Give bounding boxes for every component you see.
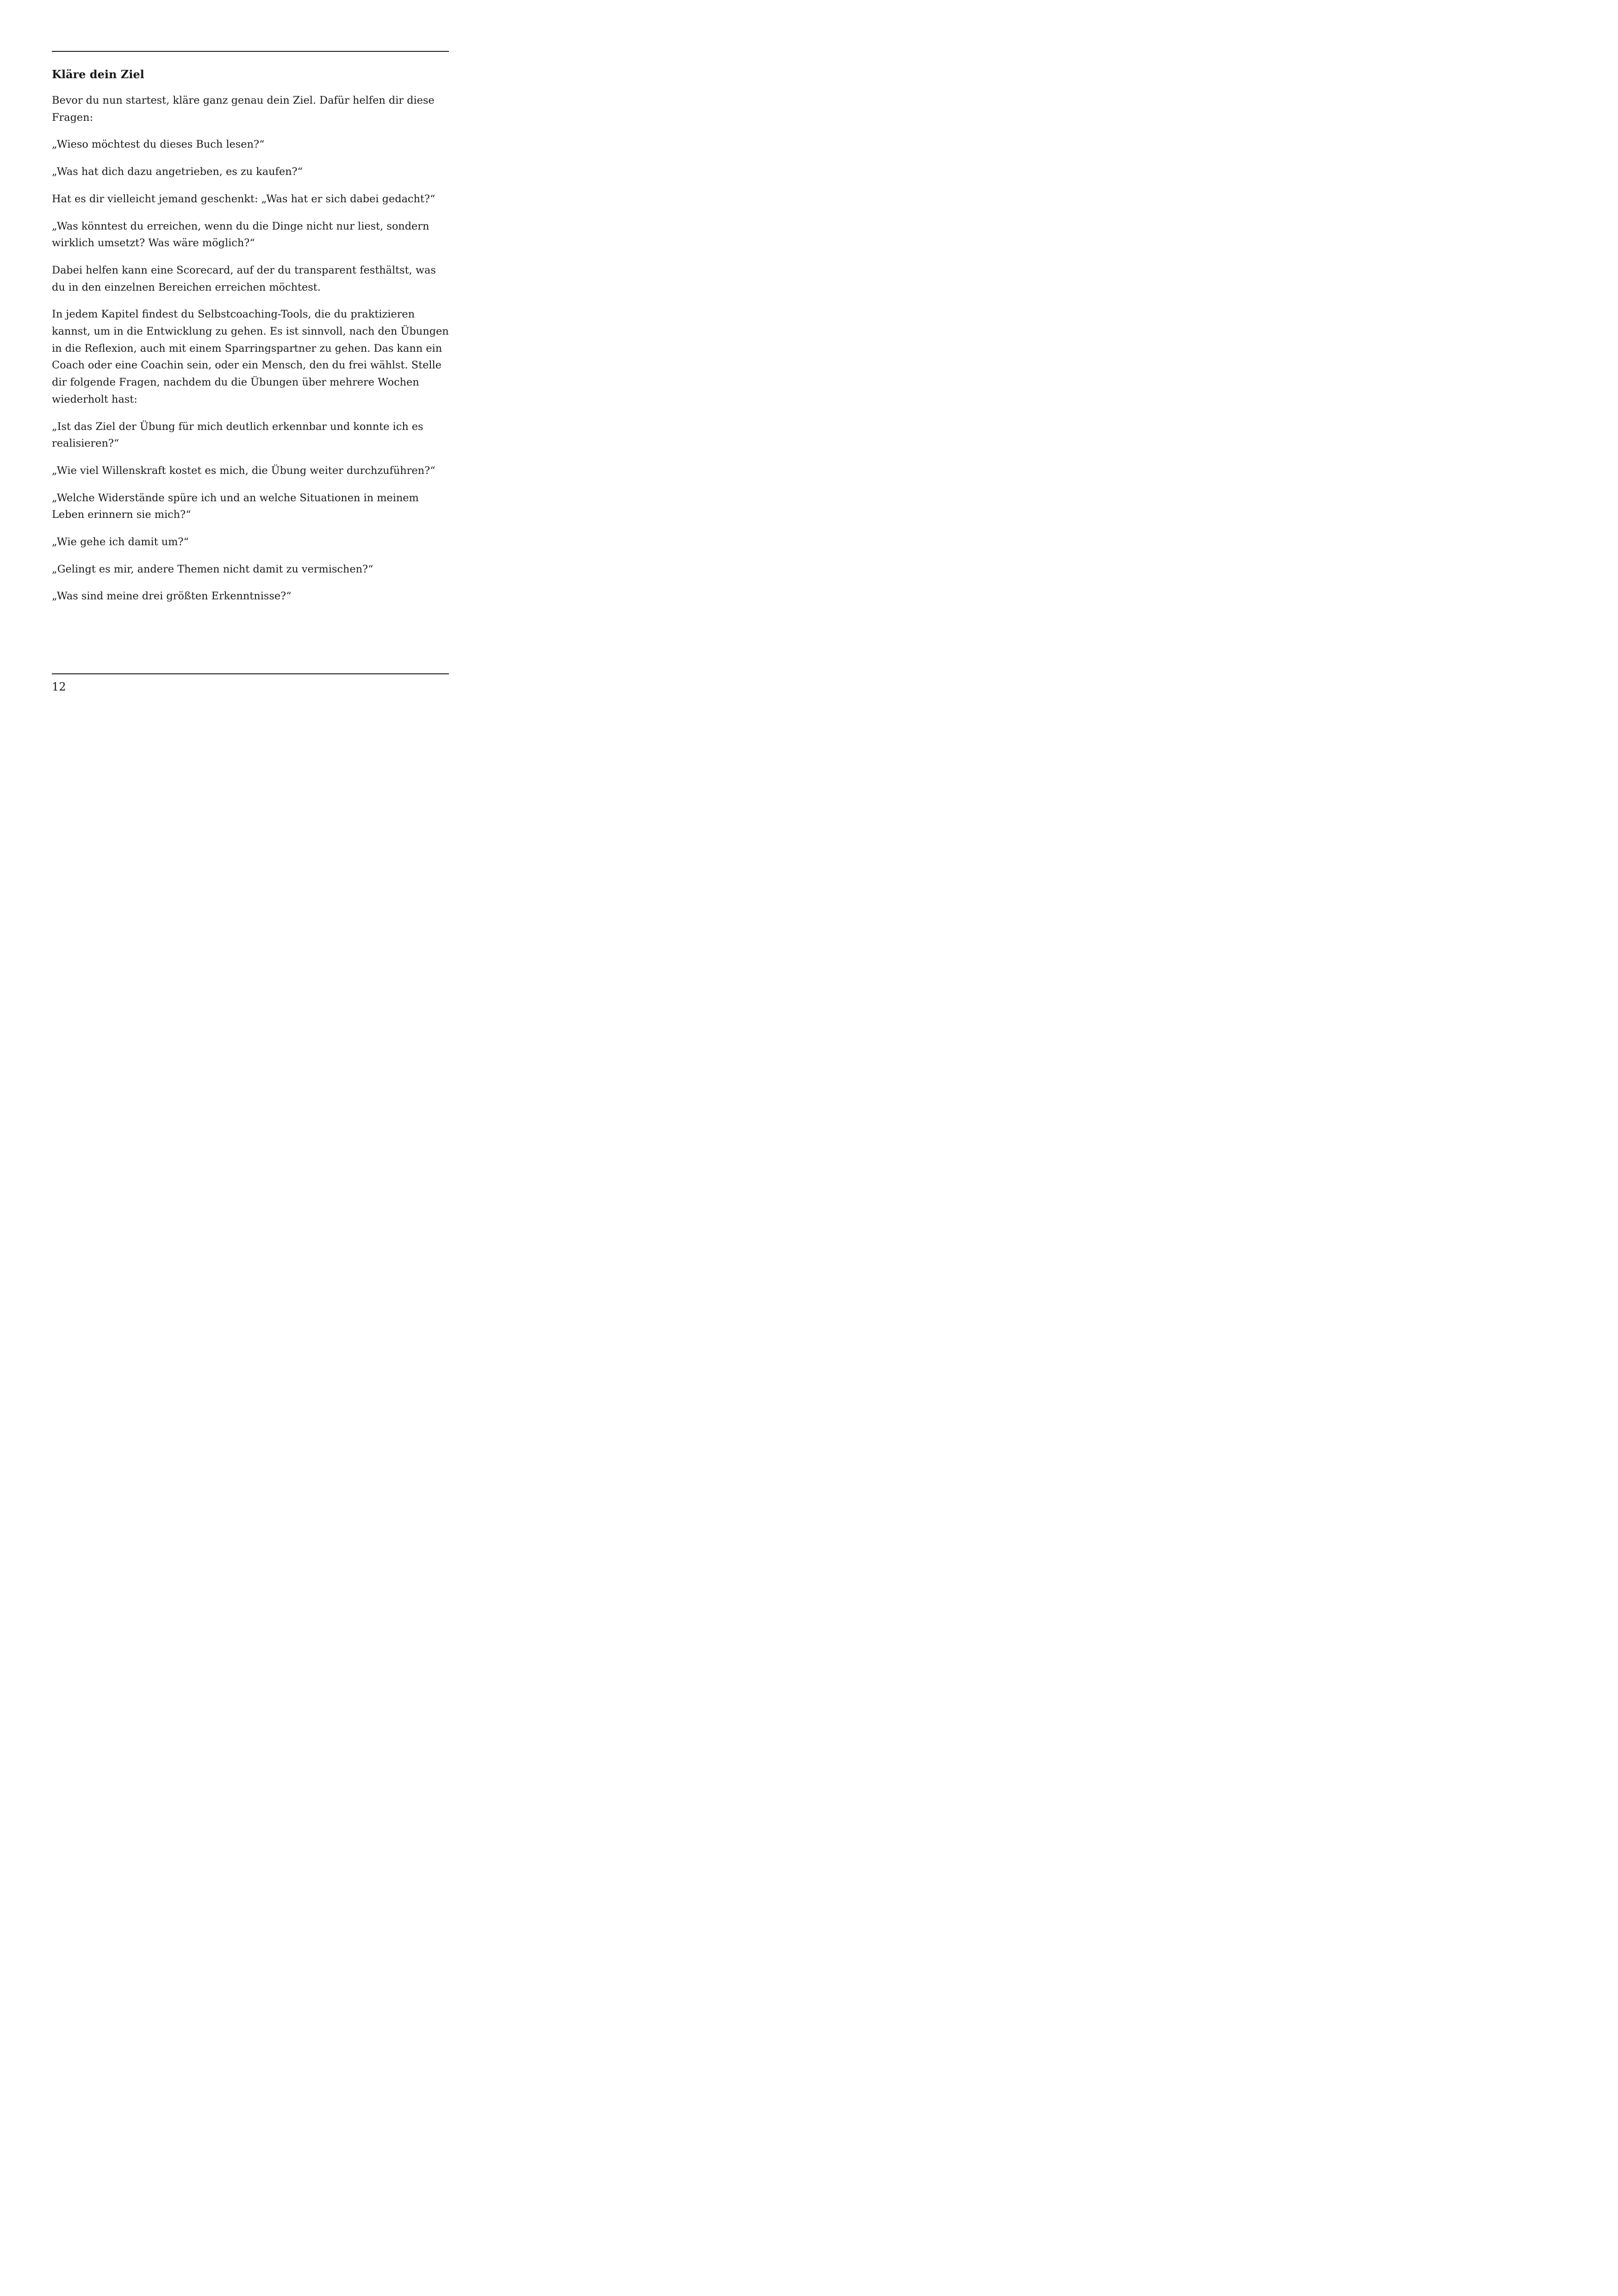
paragraph-question-why-buy: „Was hat dich dazu angetrieben, es zu kaufen?“ bbox=[52, 166, 303, 178]
paragraph-question-handling: „Wie gehe ich damit um?“ bbox=[52, 536, 189, 548]
paragraph-question-why-read: „Wieso möchtest du dieses Buch lesen?“ bbox=[52, 138, 265, 151]
paragraph-question-resistance: „Welche Widerstände spüre ich und an welche Situationen in meinem Leben erinnern sie mich?“ bbox=[52, 492, 419, 521]
paragraph-intro: Bevor du nun startest, kläre ganz genau dein Ziel. Dafür helfen dir diese Fragen: bbox=[52, 94, 435, 124]
paragraph-question-insights: „Was sind meine drei größten Erkenntnisse?“ bbox=[52, 590, 292, 603]
bottom-rule bbox=[52, 673, 449, 674]
paragraph-scorecard: Dabei helfen kann eine Scorecard, auf der du transparent festhältst, was du in den einzelnen Bereichen erreichen möchtest. bbox=[52, 264, 436, 293]
paragraph-question-mixing: „Gelingt es mir, andere Themen nicht damit zu vermischen?“ bbox=[52, 563, 373, 575]
paragraph-question-goal: „Ist das Ziel der Übung für mich deutlich erkennbar und konnte ich es realisieren?“ bbox=[52, 420, 423, 450]
paragraph-question-gift: Hat es dir vielleicht jemand geschenkt: „Was hat er sich dabei gedacht?“ bbox=[52, 193, 436, 205]
top-rule bbox=[52, 51, 449, 52]
paragraph-selfcoaching: In jedem Kapitel findest du Selbstcoaching-Tools, die du praktizieren kannst, um in die Entwicklung zu gehen. Es ist sinnvoll, nach den Übungen in die Reflexion, auch mit einem Sparringspartner zu gehen. Das kann ein Coach oder eine Coachin sein, oder ein Mensch, den du frei wählst. Stelle dir folgende Fragen, nachdem du die Übungen über mehrere Wochen wiederholt hast: bbox=[52, 308, 449, 405]
section-heading: Kläre dein Ziel bbox=[52, 68, 144, 81]
paragraph-question-willpower: „Wie viel Willenskraft kostet es mich, die Übung weiter durchzuführen?“ bbox=[52, 464, 436, 477]
paragraph-question-achieve: „Was könntest du erreichen, wenn du die Dinge nicht nur liest, sondern wirklich umsetzt? Was wäre möglich?“ bbox=[52, 220, 429, 249]
page-content bbox=[52, 66, 449, 615]
page-number: 12 bbox=[52, 680, 66, 693]
